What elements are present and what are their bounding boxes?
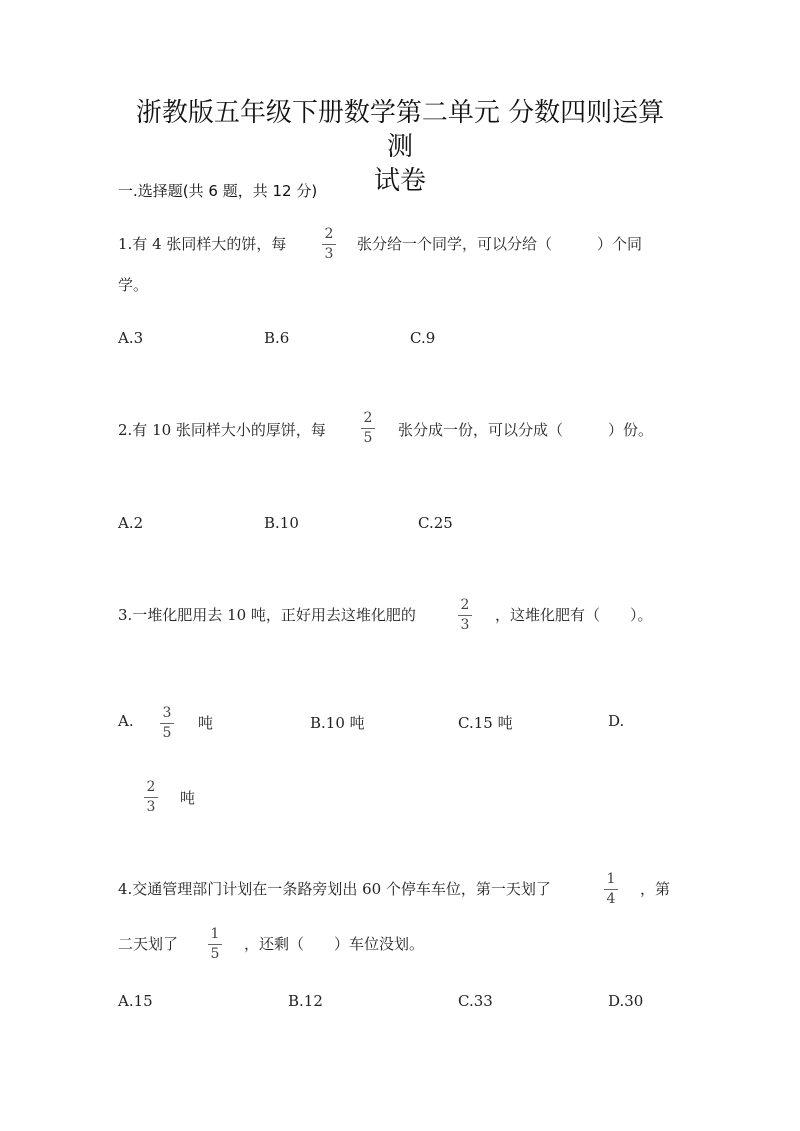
option-fraction xyxy=(140,779,162,816)
fraction-denominator: 5 xyxy=(363,430,373,446)
question-3-fraction xyxy=(454,597,476,634)
question-1-text-cont: 学。 xyxy=(118,276,149,294)
question-4-text-mid: ，第 xyxy=(640,880,671,898)
question-3-text: 3.一堆化肥用去 10 吨，正好用去这堆化肥的 xyxy=(118,606,416,624)
fraction-bar xyxy=(208,944,222,945)
question-4-fraction-1 xyxy=(600,871,622,908)
question-4-option-b[interactable]: B.12 xyxy=(288,992,323,1010)
fraction-bar xyxy=(322,244,336,245)
fraction-numerator: 1 xyxy=(210,926,220,942)
section-heading: 一.选择题(共 6 题，共 12 分) xyxy=(118,182,318,200)
question-4-text-after: ，还剩（ ）车位没划。 xyxy=(244,935,425,953)
fraction-bar xyxy=(361,428,375,429)
fraction-bar xyxy=(604,889,618,890)
fraction-bar xyxy=(458,615,472,616)
option-suffix: 吨 xyxy=(180,789,196,807)
fraction-denominator: 5 xyxy=(162,725,172,741)
question-2-fraction xyxy=(357,410,379,447)
fraction-numerator: 2 xyxy=(460,597,470,613)
title-line-1: 浙教版五年级下册数学第二单元 分数四则运算 测 xyxy=(135,98,665,162)
fraction-numerator: 2 xyxy=(146,779,156,795)
option-suffix: 吨 xyxy=(198,714,214,732)
fraction-bar xyxy=(160,723,174,724)
fraction-denominator: 5 xyxy=(210,946,220,962)
fraction-numerator: 3 xyxy=(162,705,172,721)
fraction-numerator: 2 xyxy=(363,410,373,426)
option-fraction xyxy=(156,705,178,742)
title-line-2: 试卷 xyxy=(373,166,426,196)
option-prefix: D. xyxy=(608,712,625,730)
question-2-option-a[interactable]: A.2 xyxy=(118,514,144,532)
fraction-numerator: 2 xyxy=(324,226,334,242)
option-prefix: A. xyxy=(118,712,134,730)
question-2-option-c[interactable]: C.25 xyxy=(418,514,453,532)
question-4-option-a[interactable]: A.15 xyxy=(118,992,153,1010)
question-2-option-b[interactable]: B.10 xyxy=(264,514,299,532)
question-2-text: 2.有 10 张同样大小的厚饼，每 xyxy=(118,421,326,439)
fraction-denominator: 3 xyxy=(146,799,156,815)
question-3-option-c[interactable]: C.15 吨 xyxy=(458,714,513,732)
question-1-fraction xyxy=(318,226,340,263)
question-4-option-d[interactable]: D.30 xyxy=(608,992,644,1010)
question-4-fraction-2 xyxy=(204,926,226,963)
question-4-text-cont: 二天划了 xyxy=(118,935,179,953)
question-2-text-after: 张分成一份，可以分成（ ）份。 xyxy=(398,421,654,439)
question-1-option-a[interactable]: A.3 xyxy=(118,329,144,347)
question-1-option-c[interactable]: C.9 xyxy=(410,329,436,347)
question-4-text: 4.交通管理部门计划在一条路旁划出 60 个停车车位，第一天划了 xyxy=(118,880,551,898)
question-3-text-after: ，这堆化肥有（ ）。 xyxy=(495,606,653,624)
fraction-denominator: 3 xyxy=(460,617,470,633)
question-1-text: 1.有 4 张同样大的饼，每 xyxy=(118,235,287,253)
fraction-numerator: 1 xyxy=(606,871,616,887)
fraction-denominator: 3 xyxy=(324,246,334,262)
question-3-option-b[interactable]: B.10 吨 xyxy=(310,714,365,732)
fraction-denominator: 4 xyxy=(606,891,616,907)
question-1-text-after: 张分给一个同学，可以分给（ ）个同 xyxy=(357,235,643,253)
question-4-option-c[interactable]: C.33 xyxy=(458,992,493,1010)
fraction-bar xyxy=(144,797,158,798)
question-1-option-b[interactable]: B.6 xyxy=(264,329,290,347)
